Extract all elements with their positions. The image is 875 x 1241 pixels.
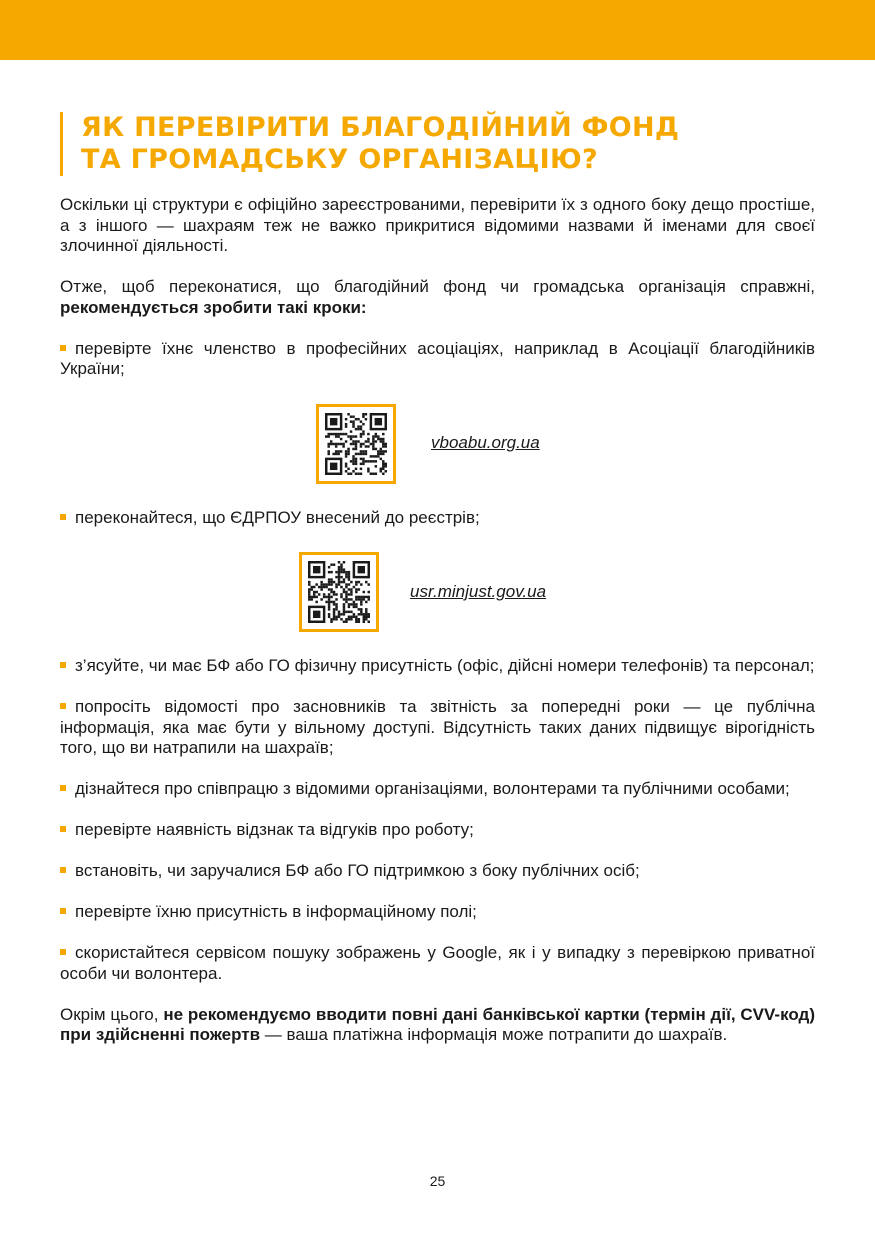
title-line-2: ТА ГРОМАДСЬКУ ОРГАНІЗАЦІЮ? — [81, 144, 598, 175]
bullet-square-icon — [60, 867, 66, 873]
list-item-text: з’ясуйте, чи має БФ або ГО фізичну присутність (офіс, дійсні номери телефонів) та персонал; — [75, 656, 815, 675]
list-item-text: перевірте їхнє членство в професійних асоціаціях, наприклад в Асоціації благодійників України; — [60, 338, 815, 378]
qr-code-icon — [308, 561, 370, 623]
qr-code-frame — [299, 552, 379, 632]
title-line-1: ЯК ПЕРЕВІРИТИ БЛАГОДІЙНИЙ ФОНД — [81, 112, 680, 143]
qr-code-frame — [316, 404, 396, 484]
list-item — [60, 339, 815, 380]
list-item-text: скористайтеся сервісом пошуку зображень у Google, як і у випадку з перевіркою приватної особи чи волонтера. — [60, 943, 815, 983]
qr-code-icon — [325, 413, 387, 475]
bullet-square-icon — [60, 703, 66, 709]
qr-block-minjust — [60, 552, 815, 632]
bullet-square-icon — [60, 908, 66, 914]
list-item — [60, 508, 815, 529]
list-item-text: встановіть, чи заручалися БФ або ГО підтримкою з боку публічних осіб; — [75, 861, 640, 880]
intro-paragraph: Оскільки ці структури є офіційно зареєстрованими, перевірити їх з одного боку дещо простіше, а з іншого — шахраям теж не важко прикритися відомими назвами й іменами для своєї злочинної діяльності. — [60, 195, 815, 255]
list-item — [60, 820, 815, 841]
list-item — [60, 902, 815, 923]
bullet-square-icon — [60, 949, 66, 955]
list-item — [60, 656, 815, 677]
list-item-text: перевірте їхню присутність в інформаційному полі; — [75, 902, 477, 921]
list-item — [60, 943, 815, 984]
bullet-square-icon — [60, 826, 66, 832]
outro-start: Окрім цього, — [60, 1004, 164, 1024]
steps-intro-bold: рекомендується зробити такі кроки: — [60, 297, 367, 317]
list-item-text: дізнайтеся про співпрацю з відомими організаціями, волонтерами та публічними особами; — [75, 779, 790, 798]
steps-intro-text: Отже, щоб переконатися, що благодійний фонд чи громадська організація справжні, — [60, 277, 815, 296]
list-item — [60, 697, 815, 759]
list-item-text: попросіть відомості про засновників та звітність за попередні роки — це публічна інформація, яка має бути у вільному доступі. Відсутність таких даних підвищує вірогідність того, що ви натрапили на шахраїв; — [60, 697, 815, 757]
minjust-link[interactable]: usr.minjust.gov.ua — [410, 581, 547, 601]
outro-bold: не рекомендуємо вводити повні дані банківської картки (термін дії, CVV-код) при здійсненні пожертв — [60, 1004, 815, 1044]
main-content — [60, 195, 815, 1046]
outro-end: — ваша платіжна інформація може потрапити до шахраїв. — [260, 1025, 728, 1044]
list-item-text: перевірте наявність відзнак та відгуків про роботу; — [75, 820, 474, 839]
page-number: 25 — [429, 1173, 446, 1189]
qr-block-vboabu — [60, 404, 815, 484]
list-item — [60, 779, 815, 800]
vboabu-link[interactable]: vboabu.org.ua — [431, 433, 540, 453]
outro-paragraph — [60, 1005, 815, 1046]
steps-intro-paragraph — [60, 277, 815, 318]
list-item — [60, 861, 815, 882]
page-title — [60, 112, 841, 176]
bullet-square-icon — [60, 345, 66, 351]
list-item-text: переконайтеся, що ЄДРПОУ внесений до реєстрів; — [75, 507, 480, 527]
bullet-square-icon — [60, 785, 66, 791]
bullet-square-icon — [60, 514, 66, 520]
top-accent-bar — [0, 0, 875, 60]
bullet-square-icon — [60, 662, 66, 668]
